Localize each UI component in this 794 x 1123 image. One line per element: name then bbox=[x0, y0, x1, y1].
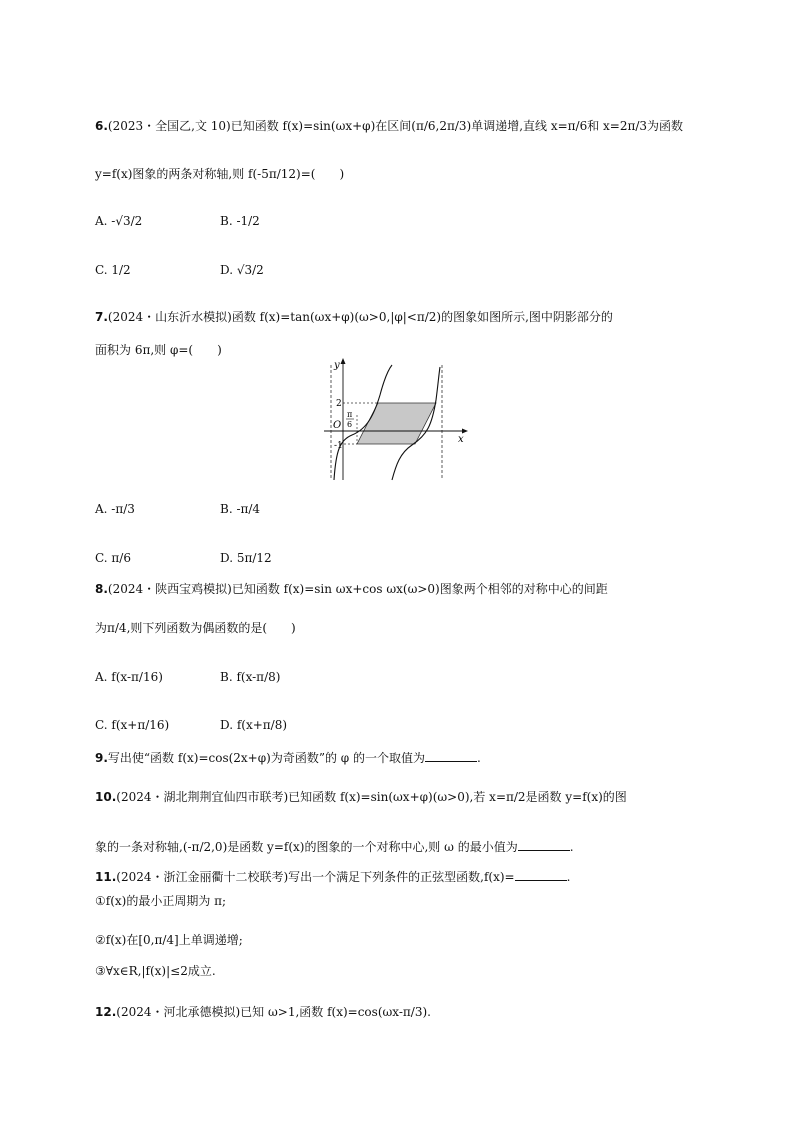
y-axis-label: y bbox=[334, 360, 340, 371]
q7-line2: 面积为 6π,则 φ=( ) bbox=[95, 343, 222, 357]
q9-line1 bbox=[95, 750, 481, 766]
tick-label-pi6-num: π bbox=[347, 410, 353, 419]
tick-label-pi6-den: 6 bbox=[347, 420, 353, 429]
q9-text-1: 写出使“函数 f(x)=cos(2x+φ)为奇函数”的 φ 的一个取值为 bbox=[107, 751, 425, 765]
q6-line2: y=f(x)图象的两条对称轴,则 f(-5π/12)=( ) bbox=[95, 167, 345, 181]
q8-line1 bbox=[95, 581, 608, 597]
q10-text-1: (2024・湖北荆荆宜仙四市联考)已知函数 f(x)=sin(ωx+φ)(ω>0),若 x=π/2是函数 y=f(x)的图 bbox=[116, 790, 627, 804]
tick-label-2: 2 bbox=[336, 399, 342, 409]
q11-condition-1: ①f(x)的最小正周期为 π; bbox=[95, 894, 227, 908]
q10-line1 bbox=[95, 789, 627, 805]
q10-text-2: 象的一条对称轴,(-π/2,0)是函数 y=f(x)的图象的一个对称中心,则 ω 的最小值为 bbox=[95, 840, 518, 854]
q8-option-a[interactable]: A. f(x-π/16) bbox=[95, 670, 163, 684]
q6-option-a[interactable]: A. -√3/2 bbox=[95, 214, 143, 228]
q8-number: 8. bbox=[95, 582, 108, 596]
q7-option-c[interactable]: C. π/6 bbox=[95, 551, 131, 565]
q7-number: 7. bbox=[95, 310, 108, 324]
q10-answer-blank[interactable] bbox=[518, 839, 570, 851]
q7-option-a[interactable]: A. -π/3 bbox=[95, 502, 135, 516]
q6-option-b[interactable]: B. -1/2 bbox=[220, 214, 260, 228]
q9-answer-blank[interactable] bbox=[425, 750, 477, 762]
shaded-region bbox=[357, 403, 436, 444]
q7-tangent-graph-figure bbox=[322, 355, 472, 483]
q11-condition-2: ②f(x)在[0,π/4]上单调递增; bbox=[95, 933, 243, 947]
q12-text-1: (2024・河北承德模拟)已知 ω>1,函数 f(x)=cos(ωx-π/3). bbox=[116, 1005, 431, 1019]
q8-option-d[interactable]: D. f(x+π/8) bbox=[220, 718, 288, 732]
q11-text-1: (2024・浙江金丽衢十二校联考)写出一个满足下列条件的正弦型函数,f(x)= bbox=[116, 870, 515, 884]
origin-label: O bbox=[333, 420, 342, 431]
q7-option-b[interactable]: B. -π/4 bbox=[220, 502, 261, 516]
q8-line2: 为π/4,则下列函数为偶函数的是( ) bbox=[95, 621, 296, 635]
q11-end: . bbox=[566, 870, 571, 884]
q9-end: . bbox=[477, 751, 481, 765]
q6-text-1: (2023・全国乙,文 10)已知函数 f(x)=sin(ωx+φ)在区间(π/6,2π/3)单调递增,直线 x=π/6和 x=2π/3为函数 bbox=[107, 119, 684, 133]
q11-number: 11. bbox=[95, 870, 117, 884]
q8-option-b[interactable]: B. f(x-π/8) bbox=[220, 670, 281, 684]
q6-number: 6. bbox=[95, 119, 108, 133]
q9-number: 9. bbox=[95, 751, 108, 765]
q7-line1 bbox=[95, 309, 613, 325]
x-axis-label: x bbox=[458, 434, 464, 445]
q7-option-d[interactable]: D. 5π/12 bbox=[220, 551, 272, 565]
q6-option-d[interactable]: D. √3/2 bbox=[220, 263, 264, 277]
q7-text-1: (2024・山东沂水模拟)函数 f(x)=tan(ωx+φ)(ω>0,|φ|<π/2)的图象如图所示,图中阴影部分的 bbox=[107, 310, 613, 324]
y-axis-arrow bbox=[341, 358, 346, 364]
x-axis-arrow bbox=[462, 429, 468, 434]
q8-text-1: (2024・陕西宝鸡模拟)已知函数 f(x)=sin ωx+cos ωx(ω>0)图象两个相邻的对称中心的间距 bbox=[107, 582, 608, 596]
q12-number: 12. bbox=[95, 1005, 117, 1019]
tick-label-neg1: -1 bbox=[334, 441, 343, 451]
q10-number: 10. bbox=[95, 790, 117, 804]
q11-line1 bbox=[95, 869, 570, 885]
q8-option-c[interactable]: C. f(x+π/16) bbox=[95, 718, 170, 732]
q10-line2 bbox=[95, 839, 574, 855]
q6-option-c[interactable]: C. 1/2 bbox=[95, 263, 131, 277]
q6-line1 bbox=[95, 118, 683, 134]
q11-answer-blank[interactable] bbox=[515, 869, 567, 881]
q11-condition-3: ③∀x∈R,|f(x)|≤2成立. bbox=[95, 964, 216, 978]
q12-line1 bbox=[95, 1004, 431, 1020]
q10-end: . bbox=[569, 840, 574, 854]
